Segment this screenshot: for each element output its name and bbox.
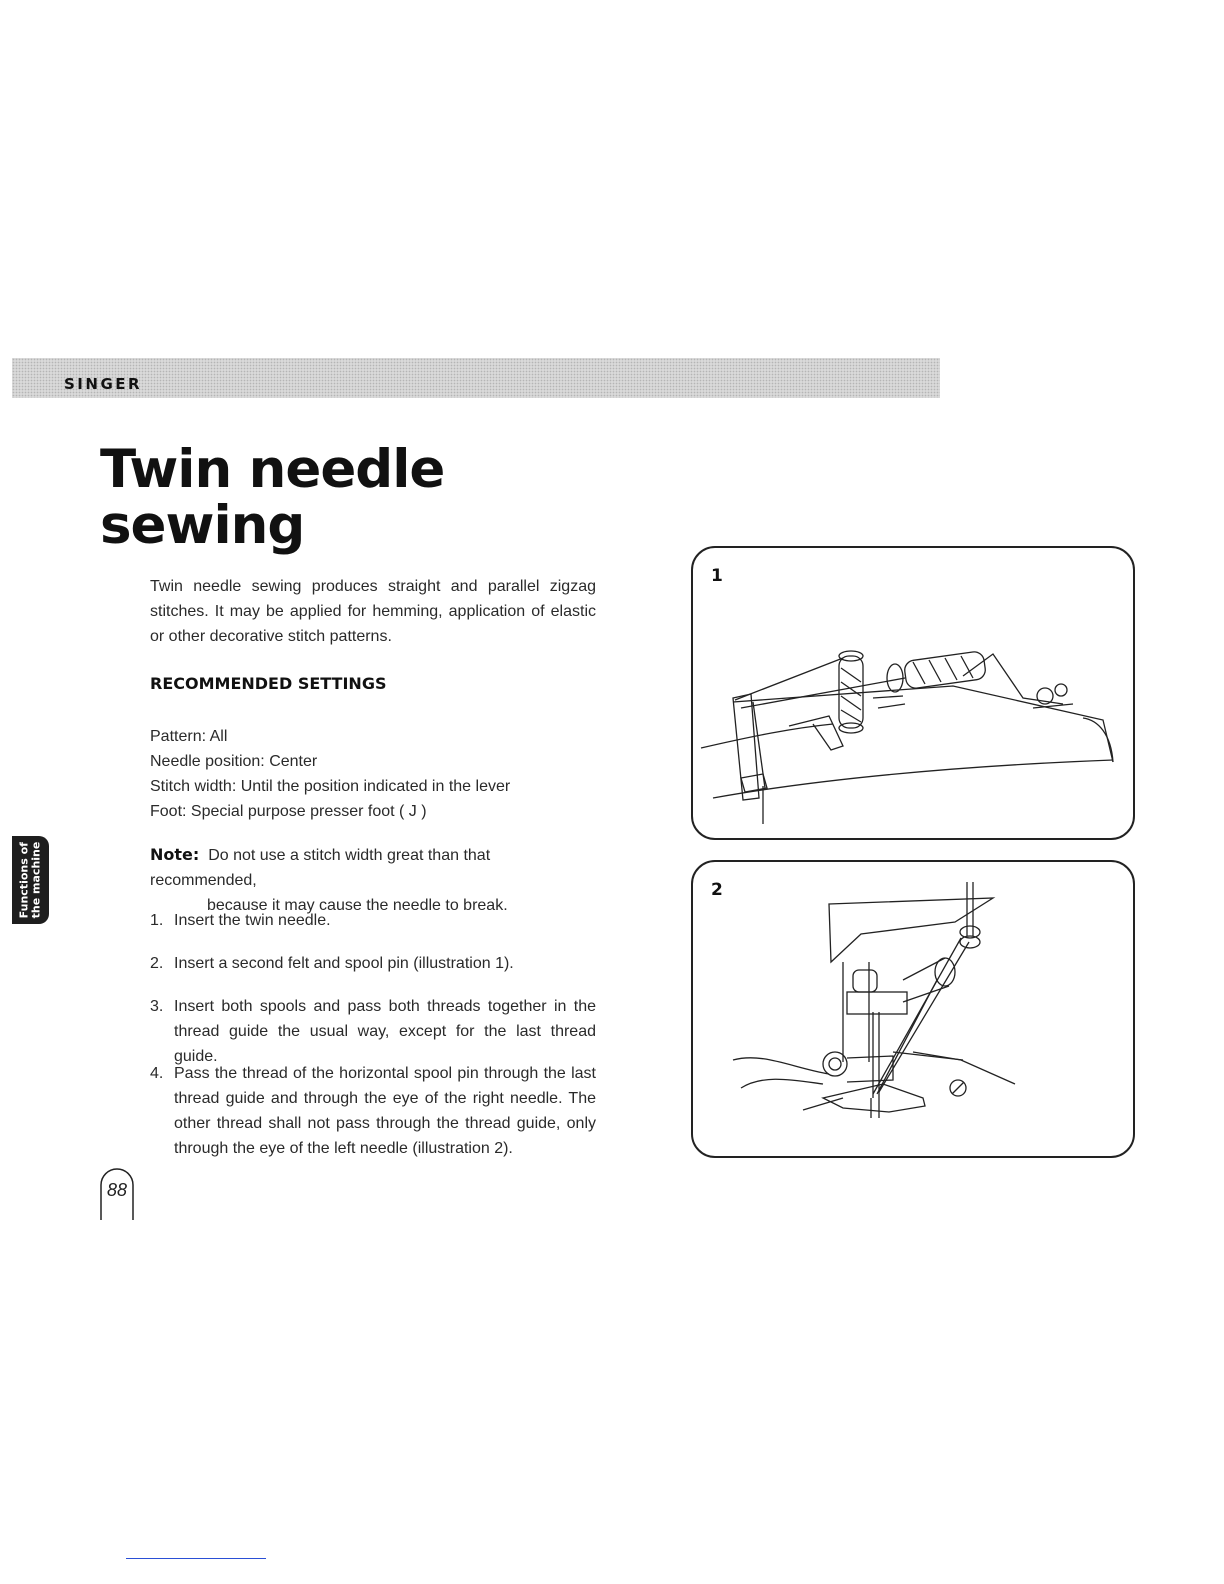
setting-stitch-width: Stitch width: Until the position indicated in the lever <box>150 778 511 795</box>
step-item <box>150 908 596 933</box>
brand-logo: SINGER <box>64 375 143 393</box>
step-number: 4. <box>150 1065 164 1082</box>
setting-pattern: Pattern: All <box>150 728 228 745</box>
step-text: Insert the twin needle. <box>174 912 331 929</box>
header-band <box>12 358 940 398</box>
note-line-2: because it may cause the needle to break. <box>207 897 508 914</box>
footer-rule <box>126 1558 266 1559</box>
page-number: 88 <box>106 1180 128 1200</box>
note-label: Note <box>150 845 193 864</box>
section-tab-label <box>12 836 49 924</box>
title-line-1: Twin needle <box>100 439 445 500</box>
step-item <box>150 994 596 1069</box>
illustration-1 <box>691 546 1135 840</box>
section-tab-line-1: Functions of <box>17 842 31 919</box>
settings-heading: RECOMMENDED SETTINGS <box>150 674 387 693</box>
intro-paragraph: Twin needle sewing produces straight and parallel zigzag stitches. It may be applied for hemming, application of elastic or other decorative stitch patterns. <box>150 578 596 645</box>
step-number: 2. <box>150 955 164 972</box>
note-line-1: Do not use a stitch width great than that recommended, <box>150 847 491 889</box>
presser-foot-twin-needle-icon <box>693 862 1133 1156</box>
step-number: 3. <box>150 998 164 1015</box>
setting-needle-position: Needle position: Center <box>150 753 318 770</box>
page-title <box>100 439 445 556</box>
section-tab-line-2: the machine <box>29 841 43 919</box>
step-text: Pass the thread of the horizontal spool pin through the last thread guide and through the eye of the right needle. The other thread shall not pass through the thread guide, only through the eye of the left needle (illustration 2). <box>174 1065 596 1157</box>
title-line-2: sewing <box>100 495 305 556</box>
spool-pins-icon <box>693 548 1133 838</box>
illustration-1-label: 1 <box>711 566 723 586</box>
step-number: 1. <box>150 912 164 929</box>
settings-list <box>150 724 596 824</box>
step-item <box>150 951 596 976</box>
note-block: Note: Do not use a stitch width great than that recommended, because it may cause the needle to break. <box>150 842 600 918</box>
setting-foot: Foot: Special purpose presser foot ( J ) <box>150 803 427 820</box>
step-text: Insert both spools and pass both threads together in the thread guide the usual way, except for the last thread guide. <box>174 998 596 1065</box>
step-item <box>150 1061 596 1161</box>
step-text: Insert a second felt and spool pin (illustration 1). <box>174 955 514 972</box>
illustration-2 <box>691 860 1135 1158</box>
illustration-2-label: 2 <box>711 880 723 900</box>
